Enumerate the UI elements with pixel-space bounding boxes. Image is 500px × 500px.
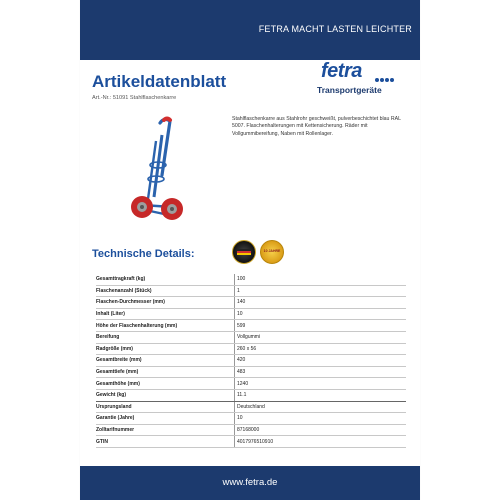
table-row <box>96 297 406 309</box>
spec-label: Gesamthöhe (mm) <box>96 378 235 390</box>
spec-value: 10 <box>235 308 407 320</box>
spec-value: 87168000 <box>235 424 407 436</box>
fetra-logo <box>317 60 417 100</box>
article-number: Art.-Nr.: 51091 Stahlflaschenkarre <box>92 95 177 101</box>
table-row <box>96 424 406 436</box>
table-row <box>96 320 406 332</box>
spec-value: 483 <box>235 366 407 378</box>
logo-wordmark: fetra <box>321 60 362 82</box>
spec-value: 1240 <box>235 378 407 390</box>
spec-value: Vollgummi <box>235 331 407 343</box>
spec-value: 260 x 56 <box>235 343 407 355</box>
spec-value: 1 <box>235 285 407 297</box>
table-row <box>96 285 406 297</box>
spec-value: 140 <box>235 297 407 309</box>
spec-label: Gesamttragkraft (kg) <box>96 274 235 285</box>
spec-value: Deutschland <box>235 401 407 413</box>
table-row <box>96 343 406 355</box>
table-row <box>96 366 406 378</box>
logo-dots-icon <box>375 69 399 79</box>
spec-label: Gesamttiefe (mm) <box>96 366 235 378</box>
spec-label: Zolltarifnummer <box>96 424 235 436</box>
table-row <box>96 436 406 448</box>
table-row <box>96 413 406 425</box>
spec-label: Ursprungsland <box>96 401 235 413</box>
spec-value: 100 <box>235 274 407 285</box>
spec-label: Flaschenanzahl (Stück) <box>96 285 235 297</box>
spec-label: Garantie (Jahre) <box>96 413 235 425</box>
spec-value: 420 <box>235 355 407 367</box>
spec-value: 11.1 <box>235 389 407 401</box>
spec-label: Radgröße (mm) <box>96 343 235 355</box>
table-row <box>96 355 406 367</box>
table-row <box>96 331 406 343</box>
spec-value: 4017976510910 <box>235 436 407 448</box>
spec-label: Gesamtbreite (mm) <box>96 355 235 367</box>
product-description: Stahlflaschenkarre aus Stahlrohr geschweißt, pulverbeschichtet blau RAL 5007. Flaschenhalterungen mit Kettensicherung. Räder mit Vollgummibereifung, Naben mit Rollenlager. <box>232 116 401 137</box>
spec-value: 599 <box>235 320 407 332</box>
table-row <box>96 401 406 413</box>
spec-label: GTIN <box>96 436 235 448</box>
guarantee-badge-icon: 10 JAHRE <box>260 240 284 264</box>
product-image <box>120 115 200 225</box>
table-row <box>96 389 406 401</box>
footer-website-link[interactable]: www.fetra.de <box>222 477 278 488</box>
technical-details-title: Technische Details: <box>92 248 195 260</box>
spec-label: Höhe der Flaschenhalterung (mm) <box>96 320 235 332</box>
spec-label: Bereifung <box>96 331 235 343</box>
spec-label: Inhalt (Liter) <box>96 308 235 320</box>
spec-value: 10 <box>235 413 407 425</box>
made-in-germany-badge-icon <box>232 240 256 264</box>
table-row <box>96 274 406 285</box>
document-title: Artikeldatenblatt <box>92 72 227 91</box>
header-slogan: FETRA MACHT LASTEN LEICHTER <box>258 24 412 34</box>
logo-tagline: Transportgeräte <box>317 85 382 95</box>
spec-table <box>96 274 406 448</box>
spec-label: Flaschen-Durchmesser (mm) <box>96 297 235 309</box>
footer-bar <box>80 466 420 500</box>
table-row <box>96 378 406 390</box>
header-bar <box>80 0 420 60</box>
datasheet-page <box>80 0 420 500</box>
table-row <box>96 308 406 320</box>
spec-label: Gewicht (kg) <box>96 389 235 401</box>
